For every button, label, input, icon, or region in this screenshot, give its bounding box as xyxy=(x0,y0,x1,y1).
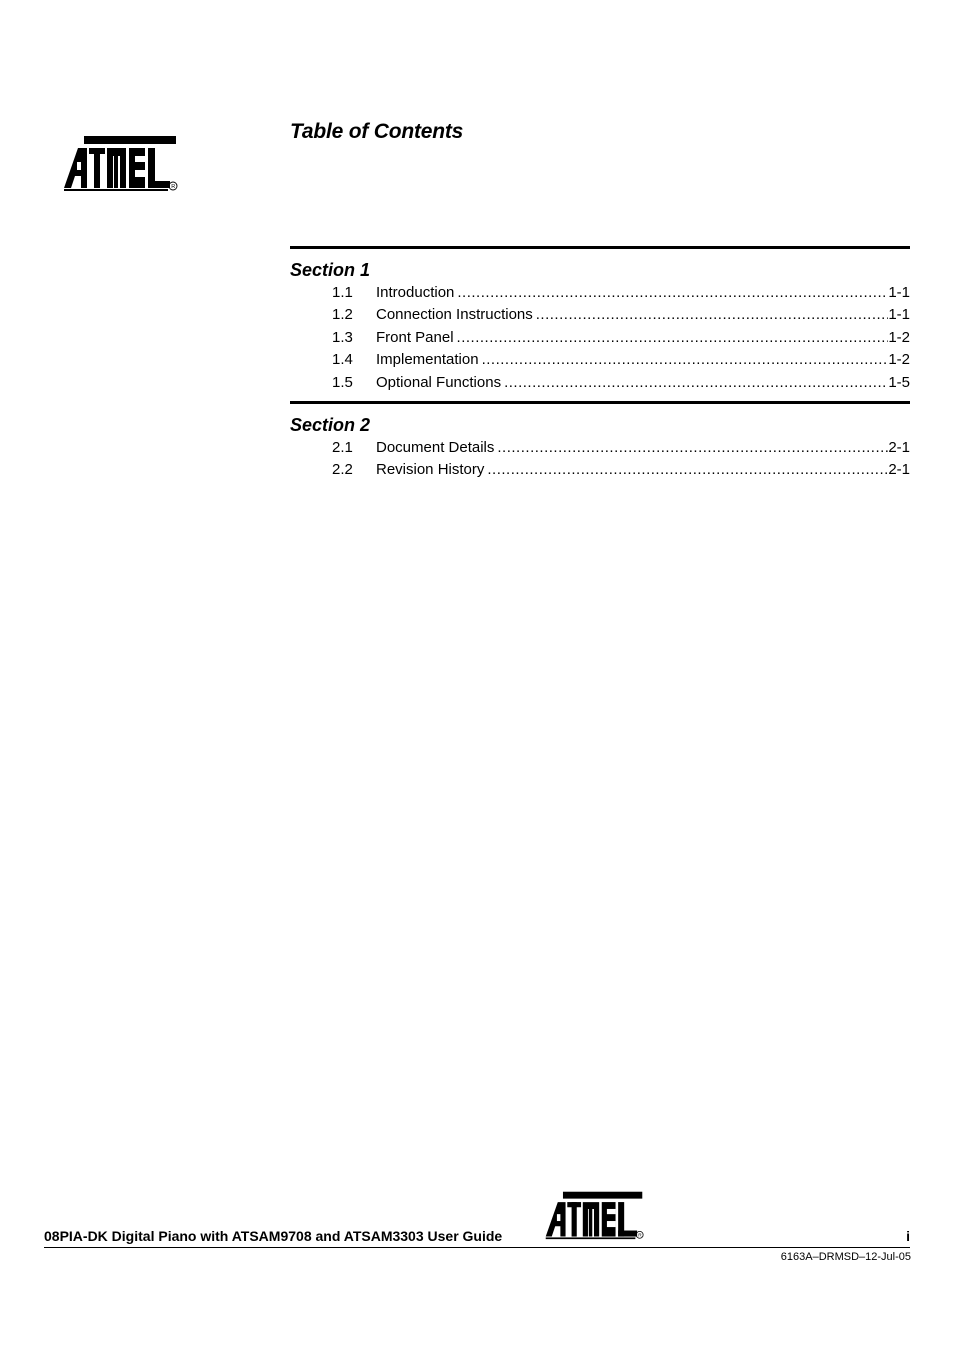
atmel-logo-icon xyxy=(62,134,178,192)
toc-entry-page[interactable]: 1-2 xyxy=(888,351,910,369)
toc-dot-leader xyxy=(457,327,889,349)
footer-divider xyxy=(44,1247,910,1248)
toc-dot-leader xyxy=(536,304,889,326)
footer-document-title: 08PIA-DK Digital Piano with ATSAM9708 and ATSAM3303 User Guide xyxy=(44,1228,503,1244)
section-title: Section 2 xyxy=(290,415,371,435)
toc-entry-2-2[interactable] xyxy=(290,459,910,481)
toc-dot-leader xyxy=(504,372,888,394)
toc-entry-page[interactable]: 1-1 xyxy=(888,284,910,301)
toc-entry-page[interactable]: 2-1 xyxy=(888,439,910,456)
toc-entry-2-1[interactable] xyxy=(290,437,910,459)
toc-dot-leader xyxy=(457,282,888,304)
toc-entry-1-4[interactable] xyxy=(290,349,910,371)
toc-entry-title[interactable]: Introduction xyxy=(376,284,455,301)
toc-dot-leader xyxy=(482,349,889,371)
toc-entry-page[interactable]: 1-5 xyxy=(888,373,910,391)
toc-entry-title[interactable]: Implementation xyxy=(376,351,479,369)
toc-entry-number: 1.4 xyxy=(332,351,353,369)
toc-section-2 xyxy=(290,401,910,482)
toc-entry-title[interactable]: Document Details xyxy=(376,439,495,456)
toc-entry-title[interactable]: Optional Functions xyxy=(376,373,502,391)
toc-entry-page[interactable]: 2-1 xyxy=(888,461,910,479)
toc-entry-title[interactable]: Front Panel xyxy=(376,328,454,346)
toc-entry-title[interactable]: Connection Instructions xyxy=(376,306,533,324)
toc-entry-number: 1.5 xyxy=(332,373,353,391)
section-title: Section 1 xyxy=(290,260,371,280)
toc-dot-leader xyxy=(487,459,888,481)
toc-entry-title[interactable]: Revision History xyxy=(376,461,485,479)
toc-entry-number: 1.1 xyxy=(332,284,353,301)
toc-entry-number: 2.1 xyxy=(332,439,353,456)
toc-entry-number: 1.3 xyxy=(332,328,353,346)
toc-entry-1-3[interactable] xyxy=(290,327,910,349)
atmel-logo-icon xyxy=(544,1190,644,1240)
toc-entry-page[interactable]: 1-1 xyxy=(888,306,910,324)
toc-entry-1-5[interactable] xyxy=(290,372,910,394)
toc-entry-page[interactable]: 1-2 xyxy=(888,328,910,346)
footer-page-number: i xyxy=(906,1228,910,1244)
toc-entry-number: 2.2 xyxy=(332,461,353,479)
toc-entry-number: 1.2 xyxy=(332,306,353,324)
toc-section-1 xyxy=(290,246,910,394)
footer-document-code: 6163A–DRMSD–12-Jul-05 xyxy=(780,1251,911,1263)
toc-dot-leader xyxy=(497,437,888,459)
page-title: Table of Contents xyxy=(290,120,464,143)
toc-entry-1-2[interactable] xyxy=(290,304,910,326)
svg-text:R: R xyxy=(638,1233,642,1239)
toc-entry-1-1[interactable] xyxy=(290,282,910,304)
svg-text:R: R xyxy=(171,184,176,191)
